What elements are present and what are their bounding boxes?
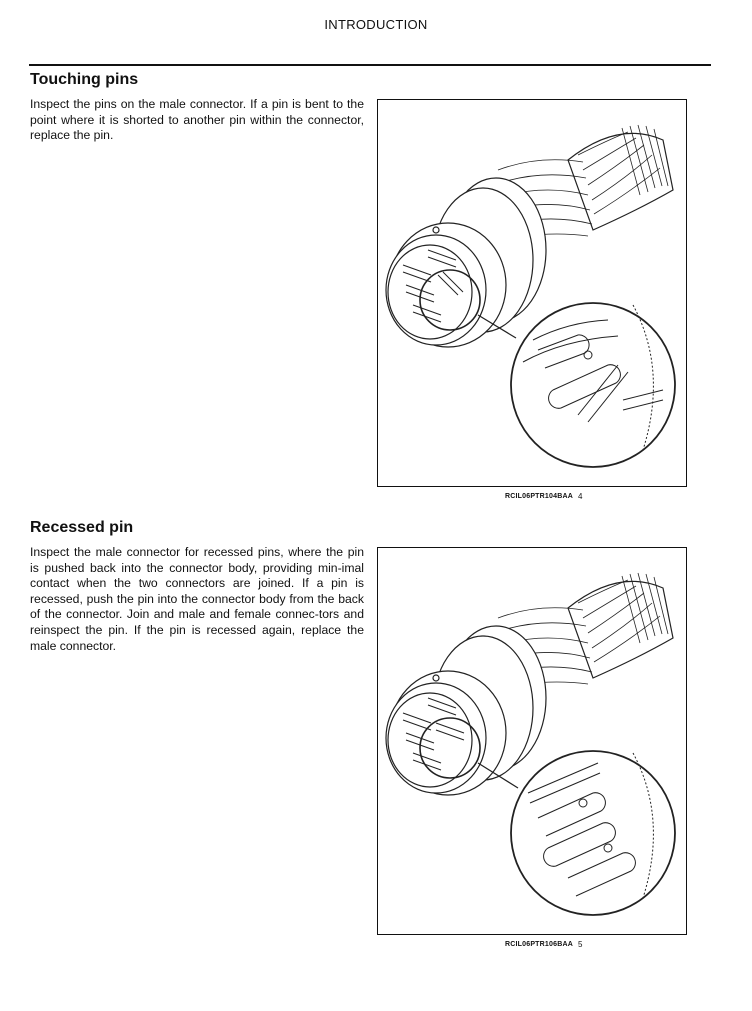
page-header: INTRODUCTION	[324, 17, 428, 32]
figure-number: 5	[578, 940, 583, 949]
figure-code: RCIL06PTR104BAA	[505, 493, 573, 500]
figure-recessed-pin	[377, 547, 687, 935]
connector-illustration-recessed-pin	[378, 548, 687, 935]
section-title-touching-pins: Touching pins	[30, 71, 139, 88]
figure-touching-pins	[377, 99, 687, 487]
section-body-touching-pins: Inspect the pins on the male connector. If a pin is bent to the point where it is shorted to another pin within the connector, replace the pin.	[30, 97, 364, 143]
section-body-recessed-pin: Inspect the male connector for recessed pins, where the pin is pushed back into the connector body, providing min-imal contact when the two connectors are joined. If a pin is recessed, push the pin into the connector body from the back of the connector. Join and male and female connec-tors and reinspect the pin. If the pin is recessed again, replace the male connector.	[30, 545, 364, 653]
figure-number: 4	[578, 492, 583, 501]
connector-illustration-bent-pin	[378, 100, 687, 487]
section-title-recessed-pin: Recessed pin	[30, 519, 134, 536]
figure-code: RCIL06PTR106BAA	[505, 941, 573, 948]
header-rule	[29, 64, 711, 66]
